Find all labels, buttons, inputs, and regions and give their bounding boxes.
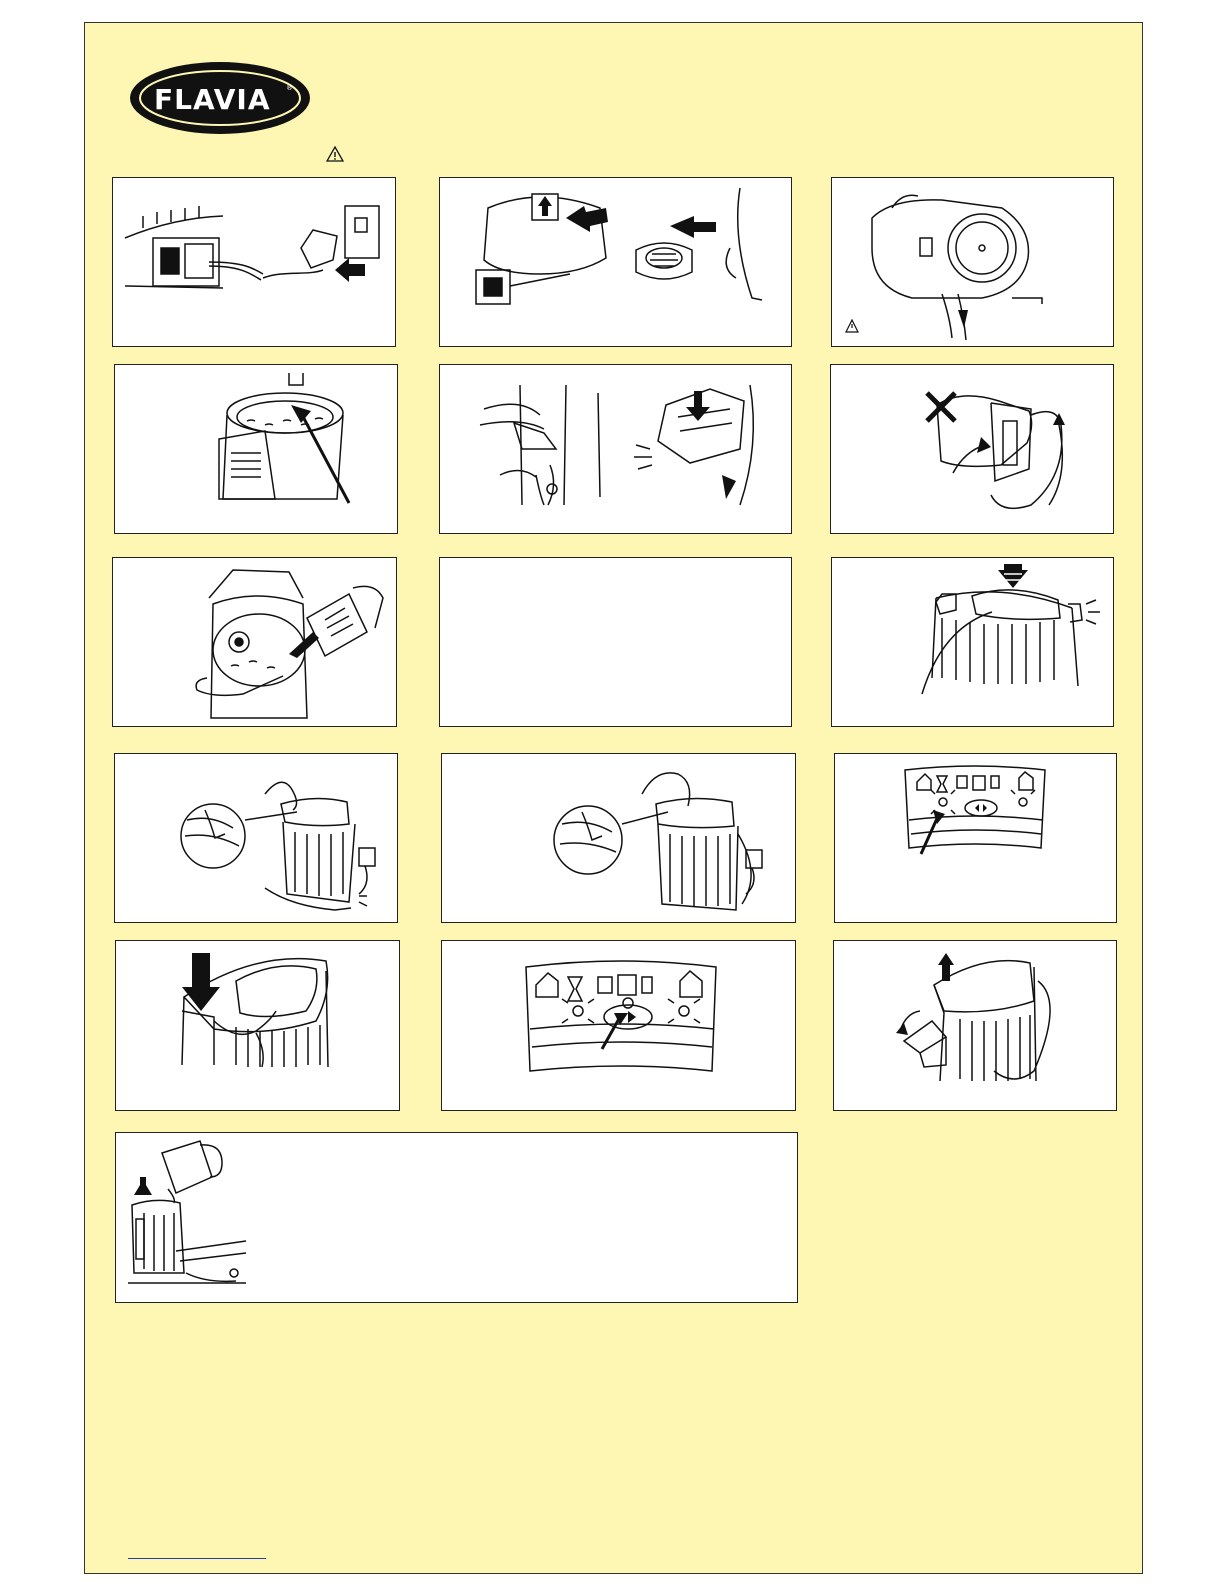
control-panel-indicator-illustration [834,753,1117,923]
warning-triangle-icon [326,146,344,162]
refill-water-jug-illustration [115,1132,798,1303]
registered-mark: ® [286,84,293,92]
logo-text: FLAVIA [154,83,271,116]
hold-button-plug-in-illustration [114,753,398,923]
hold-button-plug-in-illustration-2 [441,753,796,923]
lift-tank-illustration [830,364,1114,534]
unplug-power-cord-illustration [112,177,396,347]
remove-lid-and-filter-illustration [439,177,792,347]
press-lid-illustration [831,557,1114,727]
flavia-logo [128,60,312,136]
press-top-button-illustration [115,940,400,1111]
footer-link-underline[interactable] [128,1558,266,1559]
empty-tank-illustration [831,177,1114,347]
control-panel-arrow-button-illustration [441,940,796,1111]
open-tank-lid-illustration [833,940,1117,1111]
blank-panel [439,557,792,727]
disconnect-hose-illustration [439,364,792,534]
descaler-sachet-illustration [112,557,397,727]
tank-interior-illustration [114,364,398,534]
